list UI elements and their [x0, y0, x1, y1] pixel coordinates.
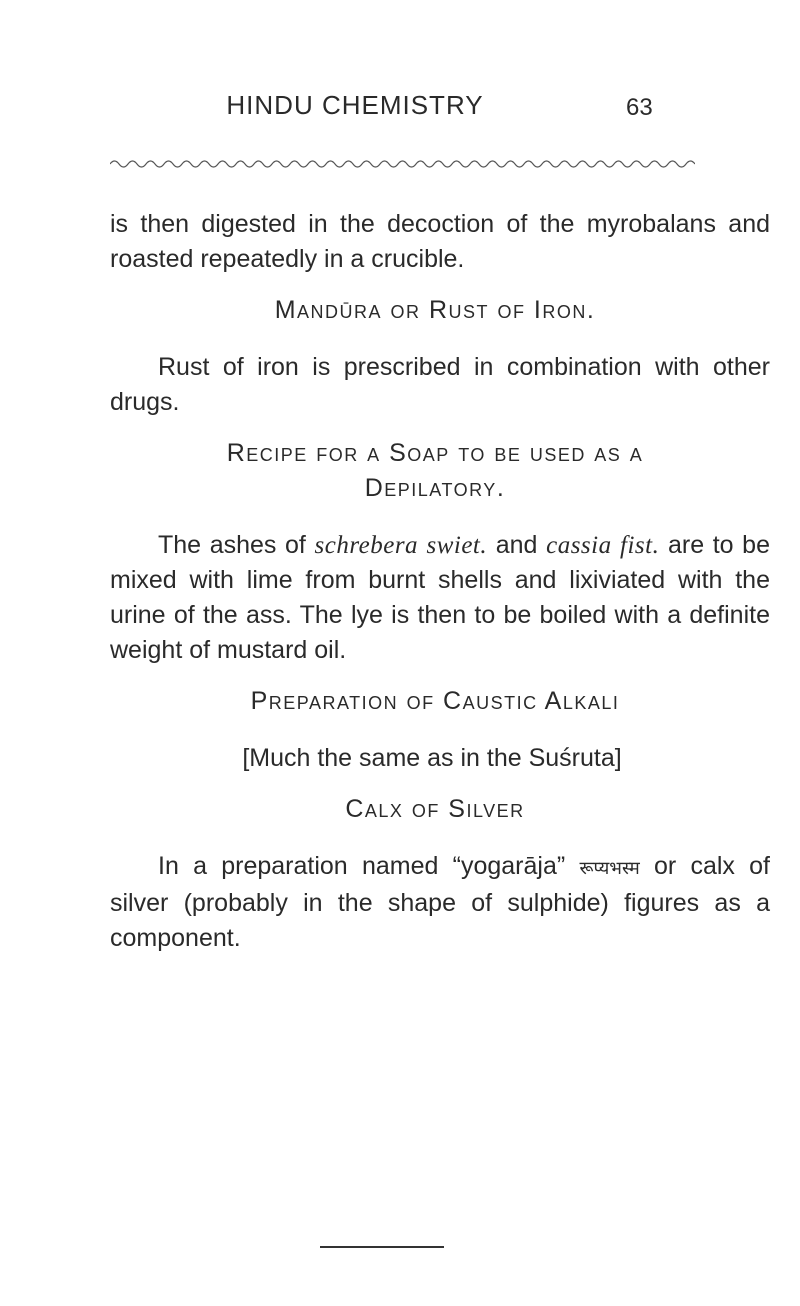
running-head: [0, 90, 800, 130]
heading-caustic-alkali: Preparation of Caustic Alkali: [250, 687, 620, 715]
heading-mandura: Mandūra or Rust of Iron.: [274, 296, 596, 324]
heading-soap-recipe-line2: Depilatory.: [364, 474, 506, 502]
paragraph-soap-recipe: [110, 528, 770, 668]
soap-and-text: and: [495, 531, 538, 559]
decorative-wavy-rule: [110, 155, 695, 171]
heading-soap-recipe: [110, 436, 770, 506]
soap-rest-text: are to be mixed with lime from burnt shells and lixiviated with the urine of the ass. The lye is then to be boiled with a definite weight of mustard oil.: [110, 531, 770, 664]
bracket-note: [Much the same as in the Suśruta]: [242, 744, 622, 772]
page-number: 63: [626, 94, 653, 121]
running-title: HINDU CHEMISTRY: [226, 90, 484, 120]
sanskrit-term: रूप्यभस्म: [579, 858, 640, 879]
heading-calx-of-silver: Calx of Silver: [345, 795, 525, 823]
paragraph-continuation: is then digested in the decoction of the myrobalans and roasted repeatedly in a crucible.: [110, 210, 770, 273]
body-text: [110, 207, 770, 956]
botanical-term-cassia: cassia fist.: [546, 532, 660, 559]
footer-rule: [320, 1246, 444, 1248]
heading-soap-recipe-line1: Recipe for a Soap to be used as a: [226, 439, 644, 467]
calx-before-text: In a preparation named “yogarāja”: [158, 852, 566, 880]
paragraph-rust-of-iron: Rust of iron is prescribed in combination with other drugs.: [110, 353, 770, 416]
botanical-term-schrebera: schrebera swiet.: [314, 532, 488, 559]
calx-after-text: or calx of silver (probably in the shape of sulphide) figures as a component.: [110, 852, 770, 952]
paragraph-calx-of-silver: [110, 849, 770, 956]
soap-intro-text: The ashes of: [158, 531, 306, 559]
